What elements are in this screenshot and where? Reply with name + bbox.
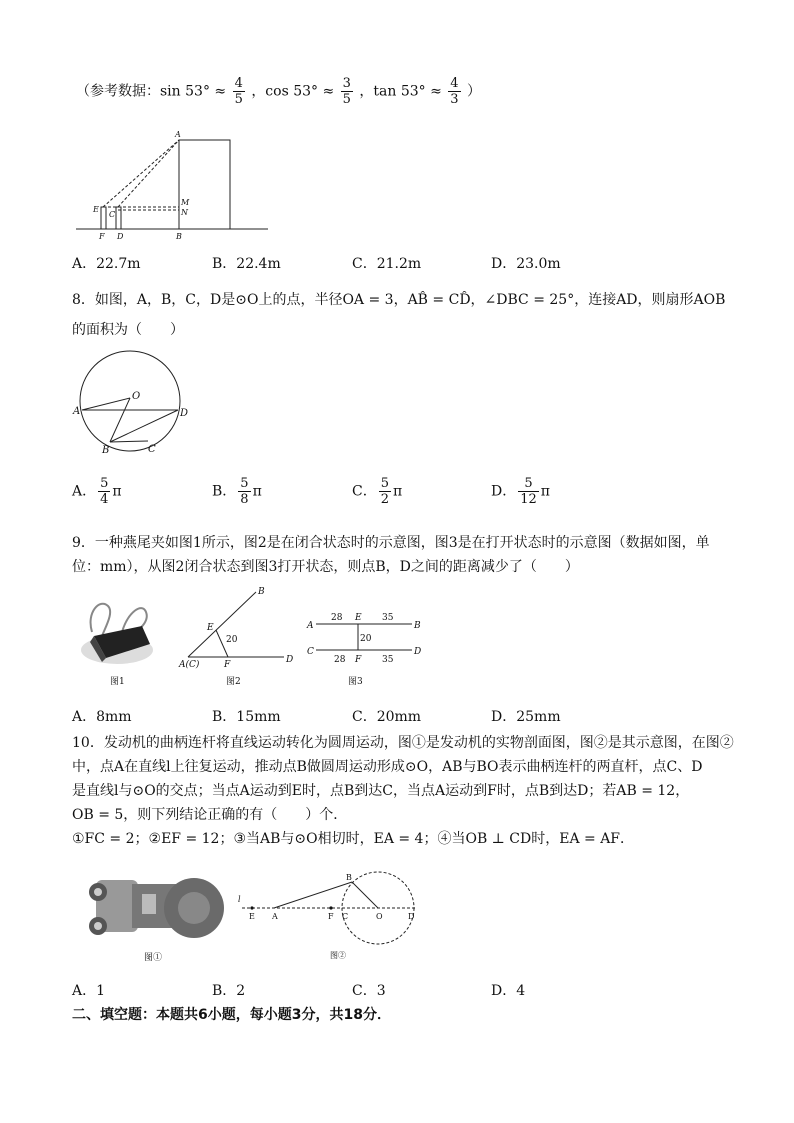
- cos-fraction: $\frac{3}{5}$: [342, 76, 351, 107]
- label-E: E: [93, 205, 99, 214]
- label-M: M: [181, 198, 190, 207]
- label-A: A: [307, 621, 314, 631]
- label-A: A: [73, 406, 81, 417]
- q10-stem-line3: 是直线l与⊙O的交点；当点A运动到E时，点B到达C，当点A运动到F时，点B到达D；若AB = 12，: [72, 783, 690, 799]
- label-20: 20: [360, 634, 372, 644]
- q7-option-b: B．22.4m: [212, 256, 281, 272]
- q9-figure1-binder-clip: [72, 592, 162, 686]
- q8-option-c: C． $\frac{5}{2}$ π: [352, 476, 403, 507]
- label-l: l: [238, 895, 241, 904]
- label-D: D: [408, 912, 415, 921]
- label-E: E: [207, 623, 214, 633]
- q8-option-b: B． $\frac{5}{8}$ π: [212, 476, 262, 507]
- sin-fraction: $\frac{4}{5}$: [234, 76, 243, 107]
- q10-option-a: A．1: [72, 983, 106, 999]
- label-D: D: [414, 647, 422, 657]
- label-F: F: [99, 232, 105, 241]
- label-C: C: [148, 444, 156, 455]
- q8-figure: [72, 346, 196, 458]
- q9-option-b: B．15mm: [212, 709, 281, 725]
- label-C: C: [109, 210, 116, 219]
- label-E: E: [249, 912, 255, 921]
- label-D: D: [180, 408, 189, 419]
- label-F: F: [355, 655, 362, 665]
- q8-stem-line2: 的面积为（ ）: [72, 322, 184, 338]
- q9-figure2: [176, 584, 296, 686]
- q9-stem-line2: 位：mm），从图2闭合状态到图3打开状态，则点B，D之间的距离减少了（ ）: [72, 559, 579, 575]
- q10-option-b: B．2: [212, 983, 246, 999]
- label-AC: A(C): [179, 660, 200, 670]
- label-35-bottom: 35: [382, 655, 394, 665]
- caption-fig2: 图2: [226, 677, 241, 686]
- q8-option-d: D． $\frac{5}{12}$ π: [491, 476, 550, 507]
- q9-option-d: D．25mm: [491, 709, 561, 725]
- section-2-title: 二、填空题：本题共6小题，每小题3分，共18分．: [72, 1007, 391, 1023]
- q8-option-a: A． $\frac{5}{4}$ π: [72, 476, 122, 507]
- label-35-top: 35: [382, 613, 394, 623]
- q10-stem-line5: ①FC = 2；②EF = 12；③当AB与⊙O相切时，EA = 4；④当OB ⊥ CD时，EA = AF．: [72, 831, 635, 847]
- label-D: D: [286, 655, 294, 665]
- label-20: 20: [226, 635, 238, 645]
- label-A: A: [272, 912, 278, 921]
- label-A: A: [175, 130, 181, 139]
- q10-stem-line1: 10．发动机的曲柄连杆将直线运动转化为圆周运动，图①是发动机的实物剖面图，图②是其示意图，在图②: [72, 735, 734, 751]
- label-28-top: 28: [331, 613, 343, 623]
- caption-fig-1: 图①: [144, 953, 163, 963]
- label-O: O: [376, 912, 383, 921]
- circle-o: [80, 351, 180, 451]
- label-B: B: [258, 587, 265, 597]
- q9-option-a: A．8mm: [72, 709, 132, 725]
- q10-option-c: C．3: [352, 983, 386, 999]
- label-O: O: [132, 391, 141, 402]
- label-B: B: [176, 232, 182, 241]
- tan-fraction: $\frac{4}{3}$: [450, 76, 459, 107]
- q7-option-c: C．21.2m: [352, 256, 422, 272]
- label-28-bottom: 28: [334, 655, 346, 665]
- pole-ef: [101, 207, 106, 229]
- label-B: B: [414, 621, 421, 631]
- q10-option-d: D．4: [491, 983, 526, 999]
- q10-figure1-engine: [82, 866, 230, 966]
- label-N: N: [181, 208, 188, 217]
- q10-stem-line2: 中，点A在直线l上往复运动，推动点B做圆周运动形成⊙O，AB与BO表示曲柄连杆的两直杆，点C、D: [72, 759, 703, 775]
- label-B: B: [346, 873, 352, 882]
- reference-data: （参考数据：sin 53° ≈ $\frac{4}{5}$ ，cos 53° ≈ $\frac{3}{5}$ ，tan 53° ≈ $\frac{4}{3}$ ）: [76, 76, 482, 107]
- q8-stem-line1: 8．如图，A，B，C，D是⊙O上的点，半径OA = 3，AB̂ = CD̂，∠DBC = 25°，连接AD，则扇形AOB: [72, 292, 726, 308]
- caption-fig-2: 图②: [330, 951, 346, 960]
- label-C: C: [307, 647, 314, 657]
- label-F: F: [328, 912, 334, 921]
- caption-fig1: 图1: [110, 677, 125, 686]
- q9-figure3: [304, 604, 428, 688]
- q10-stem-line4: OB = 5，则下列结论正确的有（ ）个．: [72, 807, 348, 823]
- caption-fig3: 图3: [348, 677, 363, 687]
- label-B: B: [102, 445, 110, 456]
- q9-stem-line1: 9．一种燕尾夹如图1所示，图2是在闭合状态时的示意图，图3是在打开状态时的示意图（数据如图，单: [72, 535, 710, 551]
- label-F: F: [224, 660, 231, 670]
- q10-figure2: [236, 866, 422, 962]
- label-E: E: [355, 613, 362, 623]
- q7-option-a: A．22.7m: [72, 256, 141, 272]
- label-D: D: [117, 232, 124, 241]
- q7-figure: [72, 128, 272, 246]
- label-C: C: [342, 912, 349, 921]
- q9-option-c: C．20mm: [352, 709, 422, 725]
- q7-option-d: D．23.0m: [491, 256, 561, 272]
